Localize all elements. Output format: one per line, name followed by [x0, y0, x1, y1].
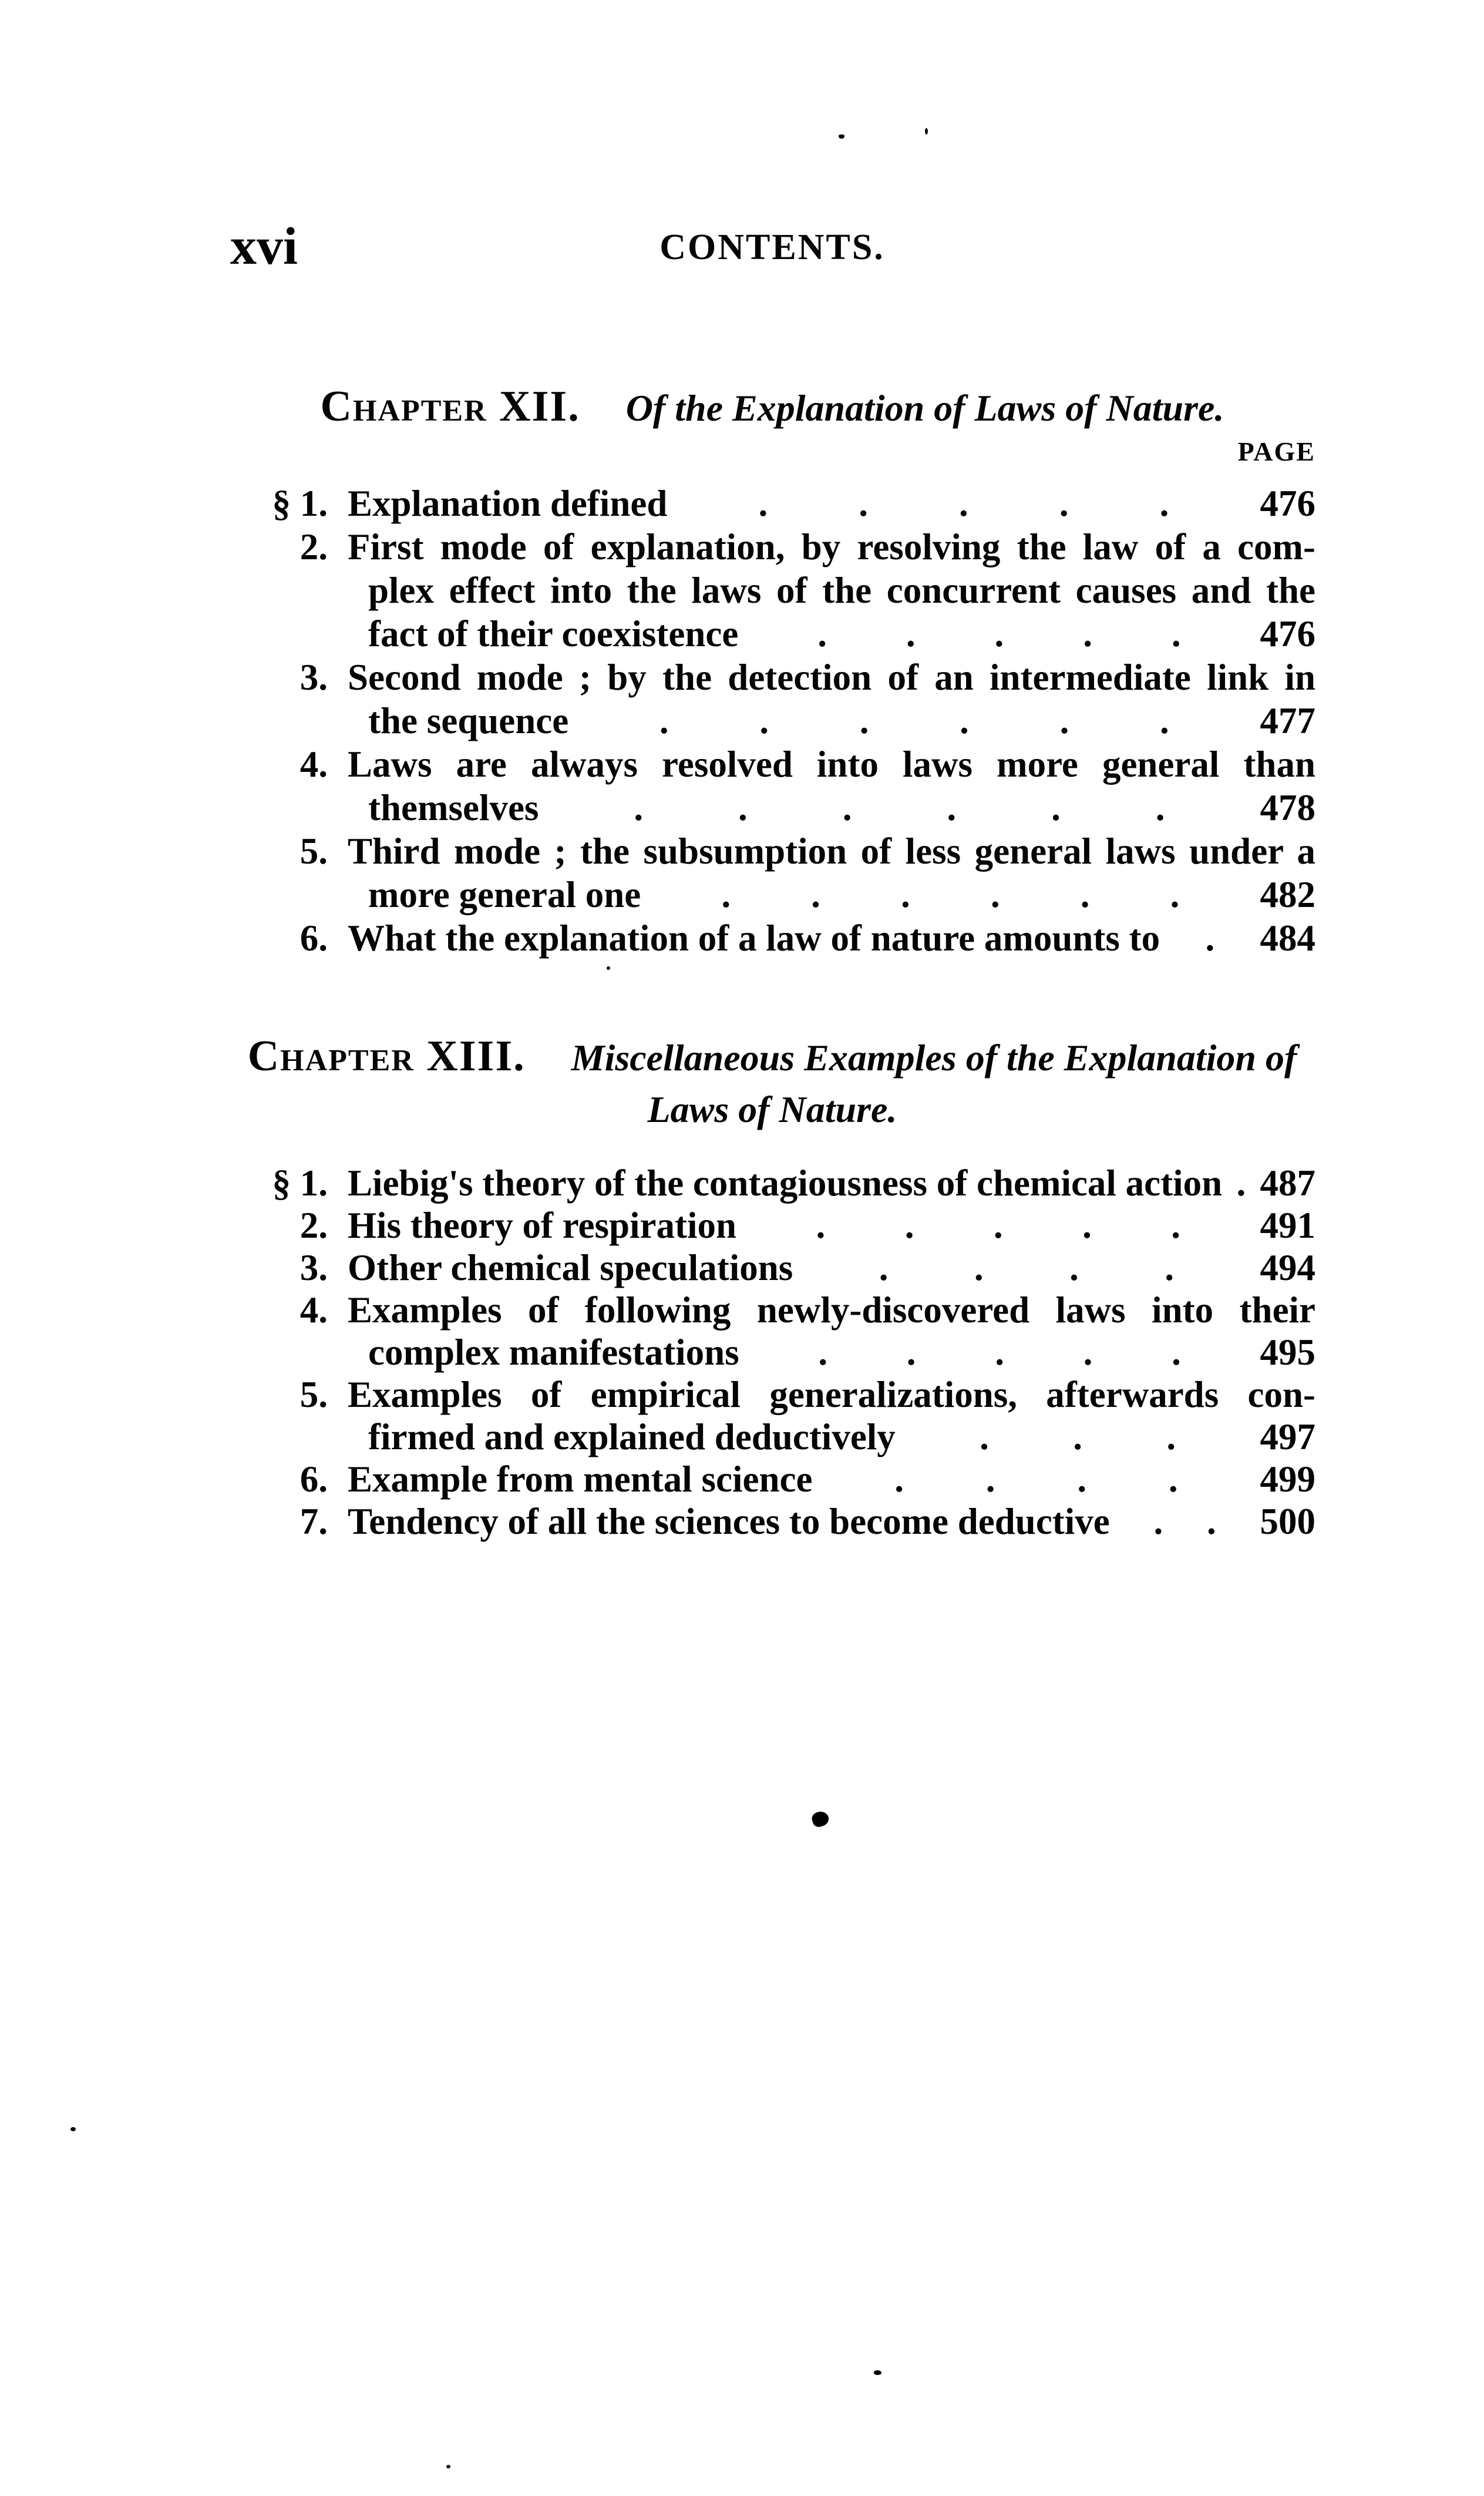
entry-page-number: 484 — [1260, 918, 1315, 959]
leader-dot: . — [1165, 1247, 1175, 1288]
page-column-label: PAGE — [1237, 436, 1315, 466]
entry-number: § 1. — [272, 1163, 328, 1204]
leader-dot: . — [947, 787, 957, 828]
leader-dot: . — [906, 1332, 916, 1373]
entry-text: What the explanation of a law of nature amounts to — [348, 918, 1160, 959]
leader-dot: . — [959, 483, 968, 524]
entry-text: Second mode ; by the detection of an intermediate link in — [348, 657, 1315, 698]
leader-dot: . — [994, 613, 1004, 654]
leader-dot: . — [1083, 1332, 1093, 1373]
entry-text: plex effect into the laws of the concurrent causes and the — [368, 570, 1315, 611]
toc-entry-line — [229, 1373, 1315, 1416]
chapter-13-heading-line1 — [229, 1030, 1315, 1084]
entry-page-number: 476 — [1260, 483, 1315, 524]
entry-text: Explanation defined — [348, 483, 668, 524]
entry-text: firmed and explained deductively — [368, 1416, 896, 1457]
entry-page-number: 494 — [1260, 1247, 1315, 1288]
toc-entry-line — [229, 1500, 1315, 1543]
entry-page-number: 478 — [1260, 787, 1315, 828]
entry-text: Third mode ; the subsumption of less general laws under a — [348, 831, 1315, 872]
entry-page-number: 500 — [1260, 1501, 1315, 1542]
leader-dot: . — [1171, 1205, 1181, 1246]
dot-leader — [1110, 1500, 1260, 1543]
ink-speck — [70, 2127, 76, 2131]
ink-speck — [446, 2465, 450, 2468]
leader-dot: . — [1082, 1205, 1092, 1246]
leader-dot: . — [818, 1332, 828, 1373]
entry-page-number: 499 — [1260, 1459, 1315, 1500]
toc-entry-line — [229, 1162, 1315, 1204]
text-block — [229, 0, 1315, 2496]
ink-speck — [839, 135, 844, 139]
dot-leader — [1160, 916, 1260, 960]
entry-text: First mode of explanation, by resolving the law of a com- — [348, 526, 1315, 567]
chapter-13-title-line2: Laws of Nature. — [647, 1089, 897, 1130]
leader-dot: . — [1080, 874, 1090, 915]
entry-page-number: 482 — [1260, 874, 1315, 915]
leader-dot: . — [816, 1205, 826, 1246]
entry-text: more general one — [368, 874, 641, 915]
toc-entry-line — [229, 1458, 1315, 1500]
toc-entry-line — [229, 786, 1315, 829]
leader-dot: . — [817, 613, 827, 654]
entry-text: Other chemical speculations — [348, 1247, 793, 1288]
toc-entry-line — [229, 569, 1315, 612]
toc-entry-line — [229, 743, 1315, 786]
chapter-12-label: Chapter XII. — [320, 382, 580, 431]
toc-entry-line — [229, 525, 1315, 569]
leader-dot: . — [1083, 613, 1092, 654]
leader-dot: . — [906, 613, 916, 654]
entry-number: 3. — [300, 657, 328, 698]
leader-dot: . — [1236, 1163, 1246, 1204]
leader-dot: . — [1170, 874, 1180, 915]
leader-dot: . — [859, 483, 868, 524]
page-folio: xvi — [230, 217, 298, 276]
leader-dot: . — [759, 700, 769, 741]
leader-dot: . — [1153, 1501, 1163, 1542]
running-head: CONTENTS. — [659, 227, 885, 267]
leader-dot: . — [995, 1332, 1004, 1373]
entry-page-number: 487 — [1260, 1163, 1315, 1204]
leader-dot: . — [974, 1247, 984, 1288]
entry-text: Liebig's theory of the contagiousness of chemical action — [348, 1163, 1223, 1204]
entry-number: 4. — [300, 1289, 328, 1331]
entry-number: 6. — [300, 918, 328, 959]
chapter-12-title: Of the Explanation of Laws of Nature. — [625, 387, 1224, 429]
entry-number: 4. — [300, 744, 328, 785]
ink-speck — [874, 2370, 881, 2375]
entry-page-number: 497 — [1260, 1416, 1315, 1457]
toc-entry-line — [229, 482, 1315, 525]
dot-leader — [641, 873, 1260, 916]
toc-entry-line — [229, 1331, 1315, 1373]
leader-dot: . — [894, 1459, 904, 1500]
entry-text: Tendency of all the sciences to become deductive — [348, 1501, 1110, 1542]
leader-dot: . — [1069, 1247, 1079, 1288]
entry-text: complex manifestations — [368, 1332, 739, 1373]
leader-dot: . — [1073, 1416, 1082, 1457]
entry-number: § 1. — [272, 483, 328, 524]
entry-page-number: 495 — [1260, 1332, 1315, 1373]
entry-number: 2. — [300, 526, 328, 567]
dot-leader — [667, 482, 1260, 525]
leader-dot: . — [904, 1205, 914, 1246]
toc-entry-line — [229, 916, 1315, 960]
leader-dot: . — [659, 700, 669, 741]
toc-entry-line — [229, 656, 1315, 699]
chapter-13-heading — [229, 1030, 1315, 1136]
leader-dot: . — [738, 787, 748, 828]
entry-number: 3. — [300, 1247, 328, 1288]
dot-leader — [568, 699, 1260, 743]
leader-dot: . — [1059, 483, 1069, 524]
entry-number: 2. — [300, 1205, 328, 1246]
entry-number: 6. — [300, 1459, 328, 1500]
ink-speck — [925, 128, 928, 135]
leader-dot: . — [811, 874, 820, 915]
chapter-12-heading — [229, 381, 1315, 434]
leader-dot: . — [634, 787, 644, 828]
leader-dot: . — [879, 1247, 889, 1288]
leader-dot: . — [1171, 613, 1181, 654]
leader-dot: . — [1077, 1459, 1087, 1500]
dot-leader — [793, 1247, 1260, 1289]
leader-dot: . — [1205, 918, 1215, 959]
entry-number: 5. — [300, 1374, 328, 1415]
entry-page-number: 476 — [1260, 613, 1315, 654]
toc-entry-line — [229, 612, 1315, 656]
toc-entry-line — [229, 1204, 1315, 1247]
entry-number: 5. — [300, 831, 328, 872]
leader-dot: . — [990, 874, 1000, 915]
toc-entry-line — [229, 1247, 1315, 1289]
dot-leader — [539, 786, 1260, 829]
dot-leader — [738, 612, 1260, 656]
leader-dot: . — [1168, 1459, 1178, 1500]
toc-entry-line — [229, 873, 1315, 916]
toc-entry-line — [229, 1289, 1315, 1331]
entry-text: Laws are always resolved into laws more general than — [348, 744, 1315, 785]
leader-dot: . — [1159, 483, 1169, 524]
leader-dot: . — [993, 1205, 1003, 1246]
leader-dot: . — [721, 874, 731, 915]
entry-page-number: 477 — [1260, 700, 1315, 741]
leader-dot: . — [1160, 700, 1169, 741]
toc-entry-line — [229, 699, 1315, 743]
entry-text: themselves — [368, 787, 539, 828]
entry-text: Examples of following newly-discovered laws into their — [348, 1289, 1315, 1331]
leader-dot: . — [859, 700, 869, 741]
entry-number: 7. — [300, 1501, 328, 1542]
dot-leader — [739, 1331, 1260, 1373]
entry-text: Example from mental science — [348, 1459, 813, 1500]
leader-dot: . — [758, 483, 768, 524]
leader-dot: . — [842, 787, 852, 828]
dot-leader — [896, 1416, 1260, 1458]
leader-dot: . — [960, 700, 969, 741]
leader-dot: . — [985, 1459, 995, 1500]
leader-dot: . — [980, 1416, 989, 1457]
leader-dot: . — [1155, 787, 1165, 828]
dot-leader — [812, 1458, 1260, 1500]
leader-dot: . — [1059, 700, 1069, 741]
toc-entry-line — [229, 829, 1315, 873]
leader-dot: . — [901, 874, 910, 915]
leader-dot: . — [1207, 1501, 1216, 1542]
entry-text: fact of their coexistence — [368, 613, 739, 654]
entry-text: His theory of respiration — [348, 1205, 737, 1246]
chapter-13-title-line1: Miscellaneous Examples of the Explanation of — [571, 1037, 1297, 1079]
leader-dot: . — [1051, 787, 1061, 828]
dot-leader — [736, 1204, 1260, 1247]
leader-dot: . — [1166, 1416, 1176, 1457]
toc-entry-line — [229, 1416, 1315, 1458]
leader-dot: . — [1172, 1332, 1181, 1373]
chapter-13-label: Chapter XIII. — [247, 1032, 526, 1080]
dot-leader — [1222, 1162, 1260, 1204]
ink-speck — [607, 966, 610, 970]
entry-text: the sequence — [368, 700, 569, 741]
entry-page-number: 491 — [1260, 1205, 1315, 1246]
entry-text: Examples of empirical generalizations, afterwards con- — [348, 1374, 1315, 1415]
